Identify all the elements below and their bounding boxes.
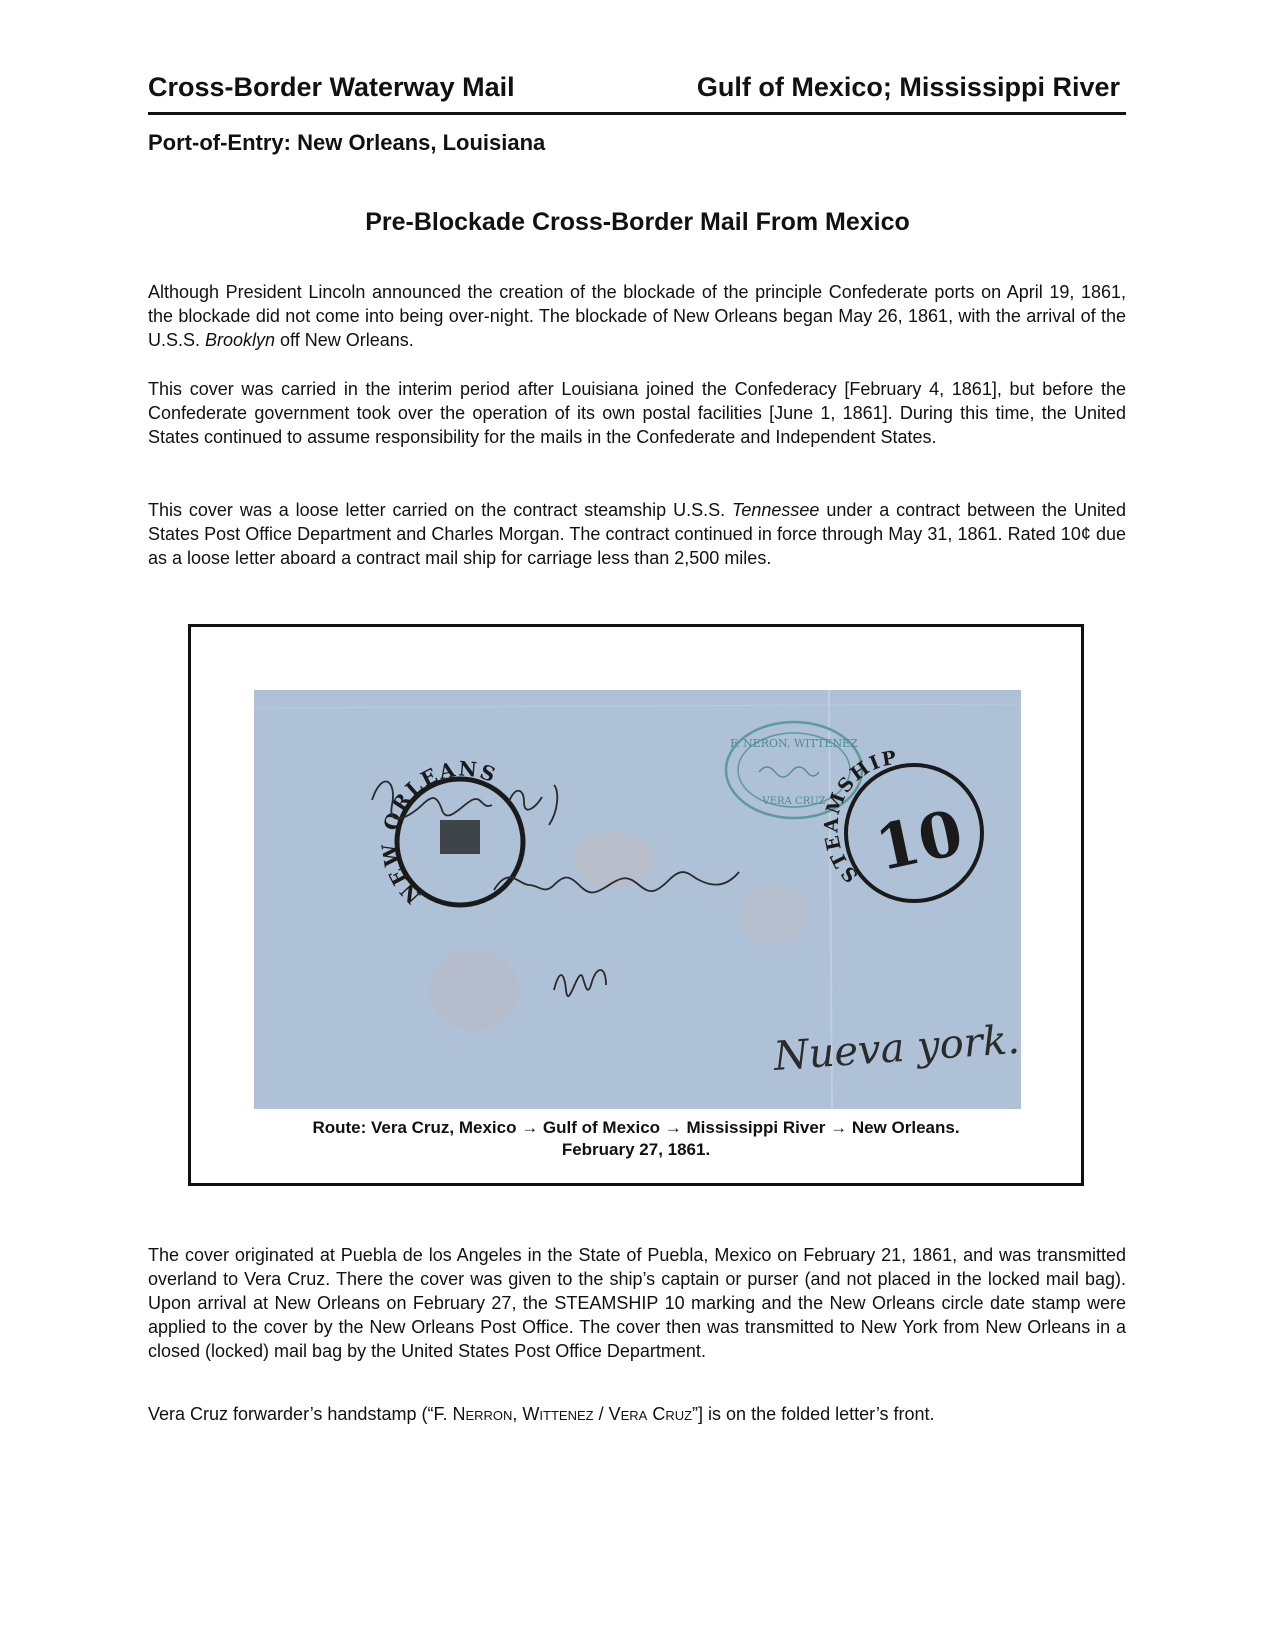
paper-stain — [739, 885, 809, 945]
paragraph-text: off New Orleans. — [275, 330, 414, 350]
cds-date-block — [440, 820, 480, 854]
port-of-entry-subheader: Port-of-Entry: New Orleans, Louisiana — [148, 130, 546, 155]
paper-stain — [429, 950, 519, 1030]
paragraph-text: ”] is on the folded letter’s front. — [692, 1404, 935, 1424]
steamship-arc-text: STEAMSHIP — [820, 746, 900, 887]
forwarder-name-text: F. NERON, WITTENEZ — [730, 737, 858, 750]
caption-route: Route: Vera Cruz, Mexico → Gulf of Mexico → Mississippi River → New Orleans. — [312, 1118, 960, 1137]
ship-name-brooklyn: Brooklyn — [205, 330, 276, 350]
paragraph-text: under a contract between the United States Post Office Department and Charles Morgan. The contract continued in force through May 31, 1861. Rated 10¢ due as a loose letter aboard a contract mail ship for carriage less than 2,500 miles. — [148, 500, 1126, 568]
caption-date: February 27, 1861. — [561, 1140, 711, 1159]
header-title-left: Cross-Border Waterway Mail — [148, 72, 515, 102]
cover-illustration — [254, 690, 1021, 1109]
smallcaps-nerron: Nerron — [452, 1404, 513, 1424]
paragraph-loose-letter — [148, 498, 1126, 570]
forwarder-city-text: VERA CRUZ — [762, 796, 826, 807]
figure-caption — [191, 1117, 1081, 1161]
paragraph-forwarder-handstamp — [148, 1402, 1126, 1426]
paragraph-cover-origin: The cover originated at Puebla de los Angeles in the State of Puebla, Mexico on February 21, 1861, and was transmitted overland to Vera Cruz. There the cover was given to the ship’s captain or purser (and not placed in the locked mail bag). Upon arrival at New Orleans on February 27, the STEAMSHIP 10 marking and the New Orleans circle date stamp were applied to the cover by the New Orleans Post Office. The cover then was transmitted to New York from New Orleans in a closed (locked) mail bag by the United States Post Office Department. — [148, 1245, 1126, 1361]
steamship-rate-text: 10 — [869, 795, 969, 886]
paragraph-text: / — [593, 1404, 609, 1424]
paragraph-text: Although President Lincoln announced the creation of the blockade of the principle Confederate ports on April 19, 1861, the blockade did not come into being over-night. The blockade of New Orleans began May 26, 1861, with the arrival of the U.S.S. — [148, 282, 1126, 350]
page-title: Pre-Blockade Cross-Border Mail From Mexico — [365, 208, 910, 236]
cover-figure-frame — [188, 624, 1084, 1186]
smallcaps-wittenez: Wittenez — [522, 1404, 594, 1424]
address-handwriting: Nueva york. — [772, 1016, 1021, 1080]
cover-image — [254, 690, 1021, 1109]
paragraph-text: , — [512, 1404, 523, 1424]
paragraph-blockade-intro — [148, 280, 1126, 352]
paragraph-text: This cover was a loose letter carried on the contract steamship U.S.S. — [148, 500, 732, 520]
paragraph-interim-period: This cover was carried in the interim period after Louisiana joined the Confederacy [February 4, 1861], but before the Confederate government took over the operation of its own postal facilities [June 1, 1861]. During this time, the United States continued to assume responsibility for the mails in the Confederate and Independent States. — [148, 379, 1126, 447]
paper-stain — [574, 832, 654, 888]
paragraph-text: Vera Cruz forwarder’s handstamp (“F. — [148, 1404, 453, 1424]
ship-name-tennessee: Tennessee — [732, 500, 820, 520]
page-header — [148, 72, 1126, 115]
header-title-right: Gulf of Mexico; Mississippi River — [696, 72, 1120, 102]
cds-arc-text: NEW ORLEANS — [376, 756, 501, 909]
smallcaps-vera-cruz: Vera Cruz — [608, 1404, 693, 1424]
